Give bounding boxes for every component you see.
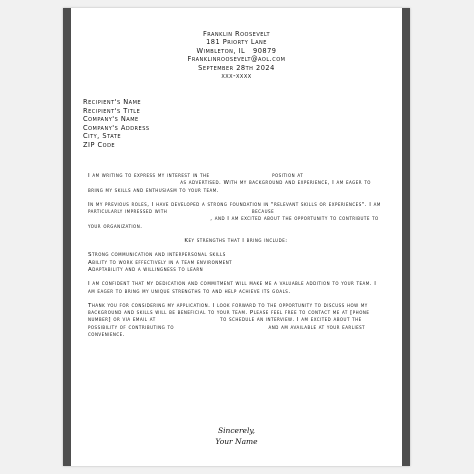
paragraph-intro (88, 173, 384, 195)
signature-name: Your Name (215, 436, 258, 446)
sender-street: 181 Priorty Lane (206, 38, 267, 47)
experience-text-b: because (251, 209, 275, 216)
recipient-address: Company's Address (83, 123, 150, 132)
recipient-name: Recipient's Name (83, 98, 142, 106)
sender-name: Franklin Roosevelt (202, 30, 271, 38)
recipient-block (83, 98, 150, 150)
paragraph-experience (88, 202, 384, 231)
experience-text-c: , and I am excited about the opportunity to contribute to your organization. (88, 216, 379, 230)
letter-page (63, 8, 410, 466)
letter-date: September 28th 2024 (198, 63, 275, 72)
closing-block (63, 426, 410, 447)
thanks-text-a: Thank you for considering my application. I look forward to the opportunity to discuss how my background and skills will be beneficial to your team. Please feel free to contact me at [phone number] or via email at (88, 302, 370, 324)
sender-email: Franklinroosevelt@aol.com (187, 55, 286, 64)
recipient-company: Company's Name (83, 115, 139, 124)
strength-item: Ability to work effectively in a team environment (88, 259, 233, 266)
thanks-text-c: and am available at your earliest convenience. (88, 324, 366, 339)
experience-text-a: In my previous roles, I have developed a strong foundation in "relevant skills or experiences". I am particularly impressed with (88, 201, 381, 216)
paragraph-thanks (88, 303, 384, 339)
strengths-list (88, 252, 384, 274)
strength-item: Strong communication and interpersonal skills (88, 252, 226, 259)
intro-text-a: I am writing to express my interest in the (88, 173, 210, 179)
strength-item: Adaptability and a willingness to learn (88, 266, 204, 273)
sender-city-line: Wimbleton, IL 90879 (196, 46, 277, 55)
strengths-heading: Key strengths that I bring include: (184, 238, 288, 245)
valediction: Sincerely, (217, 426, 256, 435)
sender-header (63, 30, 410, 80)
intro-text-b: position at (272, 173, 304, 179)
thanks-text-b: to schedule an interview. I am excited about the possibility of contributing to (88, 317, 362, 331)
sender-phone: xxx-xxxx (221, 72, 252, 81)
paragraph-commitment: I am confident that my dedication and commitment will make me a valuable addition to your team. I am eager to bring my unique strengths to and help achieve its goals. (88, 281, 377, 295)
recipient-title: Recipient's Title (83, 106, 141, 115)
recipient-city-state: City, State (83, 132, 121, 141)
recipient-zip: ZIP Code (83, 140, 116, 149)
intro-text-c: as advertised. With my background and experience, I am eager to bring my skills and enthusiasm to your team. (88, 180, 371, 194)
letter-body (88, 173, 384, 346)
